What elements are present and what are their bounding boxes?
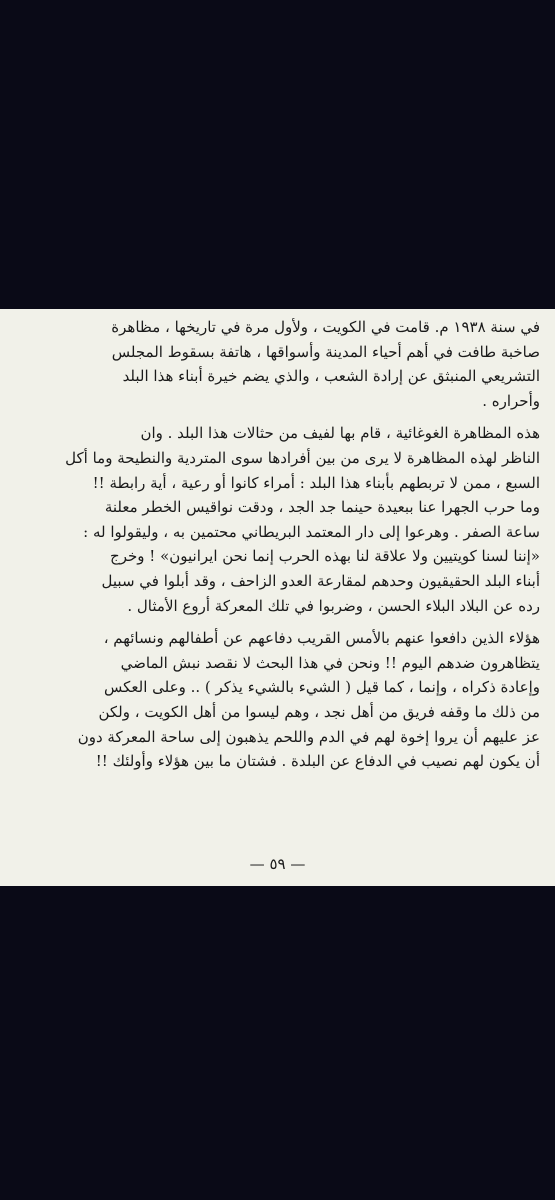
text-line: «إننا لسنا كويتيين ولا علاقة لنا بهذه الحرب إنما نحن ايرانيون» ! وخرج <box>110 547 540 566</box>
text-line: صاخبة طافت في أهم أحياء المدينة وأسواقها ، هاتفة بسقوط المجلس <box>111 342 540 361</box>
page-number: — ٥٩ — <box>249 855 306 873</box>
paragraph-2 <box>15 421 540 618</box>
paragraph-3 <box>15 626 540 774</box>
text-line: أن يكون لهم نصيب في الدفاع عن البلدة . فشتان ما بين هؤلاء وأولئك !! <box>95 752 540 771</box>
text-line: الناظر لهذه المظاهرة لا يرى من بين أفرادها سوى المتردية والنطيحة وما أكل <box>65 448 540 467</box>
text-line: هؤلاء الذين دافعوا عنهم بالأمس القريب دفاعهم عن أطفالهم ونسائهم ، <box>103 629 540 648</box>
paragraph-1 <box>15 315 540 413</box>
text-line: يتظاهرون ضدهم اليوم !! ونحن في هذا البحث لا نقصد نبش الماضي <box>120 653 540 672</box>
text-line: وما حرب الجهرا عنا ببعيدة حينما جد الجد ، ودقت نواقيس الخطر معلنة <box>104 498 540 517</box>
text-line: وأحراره . <box>482 391 540 410</box>
text-line: من ذلك ما وقفه فريق من أهل نجد ، وهم ليسوا من أهل الكويت ، ولكن <box>98 702 540 721</box>
text-line: هذه المظاهرة الغوغائية ، قام بها لفيف من حثالات هذا البلد . وان <box>140 424 540 443</box>
text-line: في سنة ١٩٣٨ م. قامت في الكويت ، ولأول مرة في تاريخها ، مظاهرة <box>111 318 540 336</box>
text-line: عز عليهم أن يروا إخوة لهم في الدم واللحم يذهبون إلى ساحة المعركة دون <box>77 727 540 746</box>
text-line: أبناء البلد الحقيقيون وحدهم لمقارعة العدو الزاحف ، وقد أبلوا في سبيل <box>101 571 540 590</box>
text-line: رده عن البلاد البلاء الحسن ، وضربوا في تلك المعركة أروع الأمثال . <box>127 596 540 615</box>
text-line: وإعادة ذكراه ، وإنما ، كما قيل ( الشيء بالشيء يذكر ) .. وعلى العكس <box>104 678 540 697</box>
text-line: ساعة الصفر . وهرعوا إلى دار المعتمد البريطاني محتمين به ، وليقولوا له : <box>83 522 540 541</box>
text-line: السبع ، ممن لا تربطهم بأبناء هذا البلد : أمراء كانوا أو رعية ، أية رابطة !! <box>92 473 540 492</box>
text-line: التشريعي المنبثق عن إرادة الشعب ، والذي يضم خيرة أبناء هذا البلد <box>122 367 540 386</box>
book-page <box>0 309 555 886</box>
